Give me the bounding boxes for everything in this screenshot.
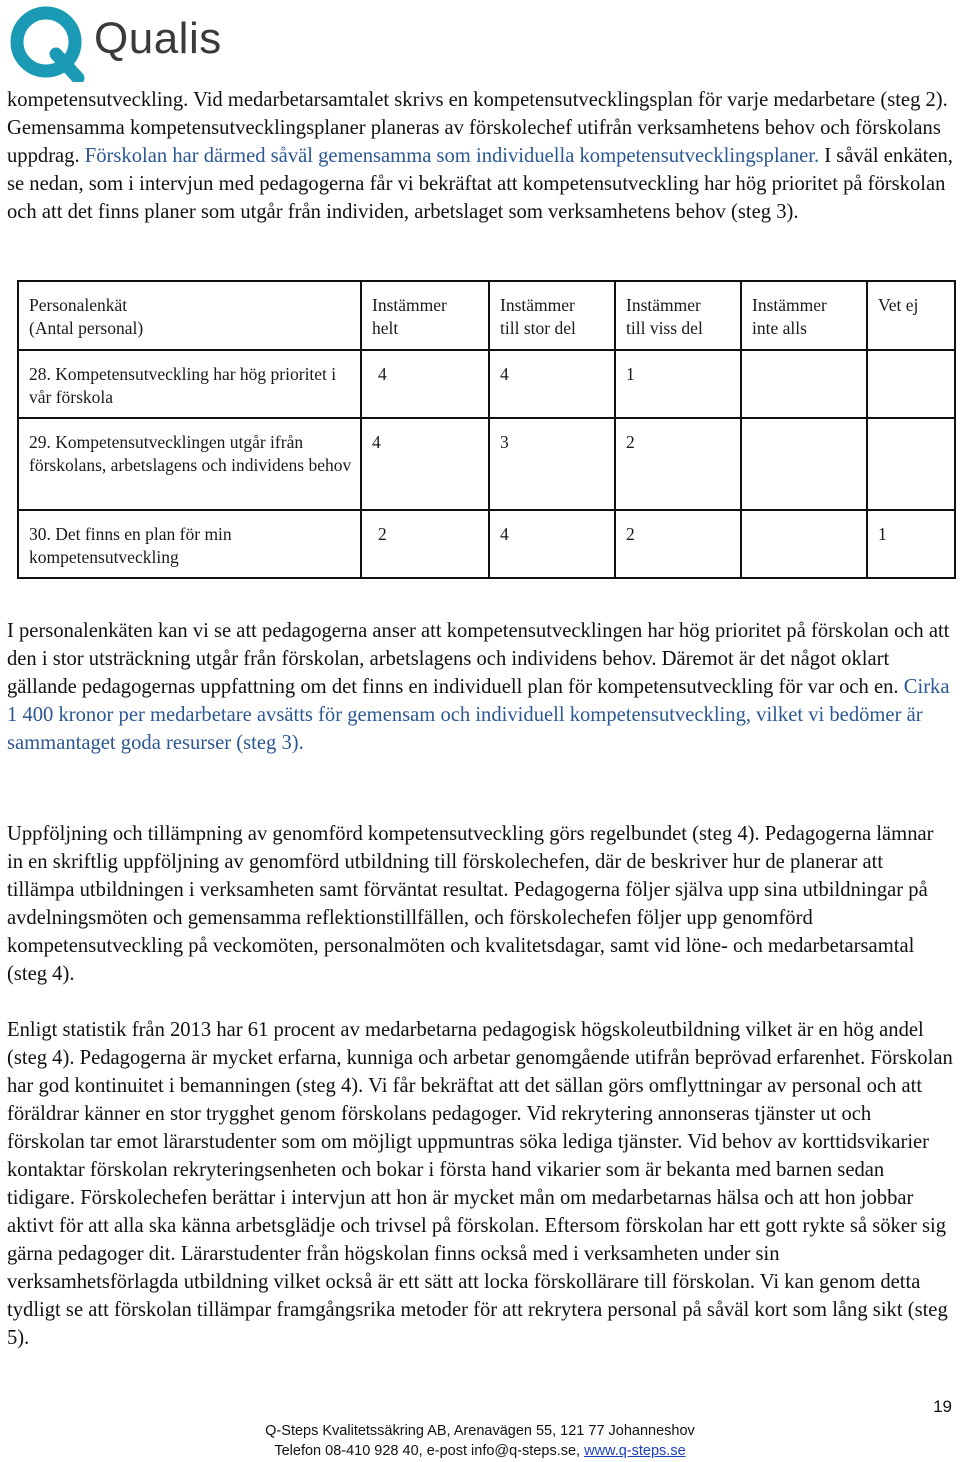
value-cell-viss-del: 1 (615, 350, 741, 418)
value-cell-inte-alls (741, 350, 867, 418)
header-label: Personalenkät (29, 295, 128, 315)
survey-table (17, 280, 956, 579)
qualis-logo (6, 4, 222, 82)
value-cell-stor-del: 4 (489, 350, 615, 418)
paragraph-intro-part1: kompetensutveckling. Vid medarbetarsamtalet skrivs en kompetensutvecklingsplan för varje medarbetare (steg 2). Gemensamma kompetensutvecklingsplaner planeras av förskolechef utifrån verksamhetens behov och förskolans uppdrag. (7, 89, 948, 167)
value-cell-stor-del: 4 (489, 510, 615, 578)
header-cell-stor-del (489, 281, 615, 350)
qualis-q-icon (6, 4, 88, 82)
value-cell-vet-ej (867, 418, 955, 510)
logo-wordmark: Qualis (94, 14, 222, 63)
value-cell-inte-alls (741, 510, 867, 578)
paragraph-survey-analysis-part1: I personalenkäten kan vi se att pedagogerna anser att kompetensutvecklingen har hög prioritet på förskolan och att den i stor utsträckning utgår från förskolan, arbetslagens och individens behov. Däremot är det något oklart gällande pedagogernas uppfattning om det finns en individuell plan för kompetensutveckling för var och en. (7, 620, 950, 698)
paragraph-intro-part2: Förskolan har därmed såväl gemensamma som individuella kompetensutvecklingsplaner. (84, 145, 820, 167)
header-sublabel: inte alls (752, 318, 807, 338)
question-cell: 28. Kompetensutveckling har hög prioritet i vår förskola (18, 350, 361, 418)
value-cell-vet-ej: 1 (867, 510, 955, 578)
footer-contact-text: Telefon 08-410 928 40, e-post info@q-steps.se, (274, 1443, 581, 1459)
header-label: Instämmer (626, 295, 701, 315)
header-sublabel: till viss del (626, 318, 703, 338)
value: 2 (378, 524, 387, 544)
header-label: Instämmer (500, 295, 575, 315)
value-cell-inte-alls (741, 418, 867, 510)
header-label: Instämmer (372, 295, 447, 315)
paragraph-intro (7, 86, 953, 226)
page-footer (0, 1421, 960, 1461)
footer-address: Q-Steps Kvalitetssäkring AB, Arenavägen 55, 121 77 Johanneshov (265, 1423, 695, 1439)
value-cell-helt (361, 350, 489, 418)
value: 4 (378, 364, 387, 384)
page-number: 19 (933, 1397, 952, 1416)
header-cell-survey (18, 281, 361, 350)
header-cell-inte-alls (741, 281, 867, 350)
question-cell: 29. Kompetensutvecklingen utgår ifrån förskolans, arbetslagens och individens behov (18, 418, 361, 510)
paragraph-survey-analysis (7, 617, 953, 757)
paragraph-statistics: Enligt statistik från 2013 har 61 procent av medarbetarna pedagogisk högskoleutbildning vilket är en hög andel (steg 4). Pedagogerna är mycket erfarna, kunniga och arbetar genomgående utifrån beprövad erfarenhet. Förskolan har god kontinuitet i bemanningen (steg 4). Vi får bekräftat att det sällan görs omflyttningar av personal och att föräldrar känner en stor trygghet genom förskolans pedagoger. Vid rekrytering annonseras tjänster ut och förskolan tar emot lärarstudenter som om möjligt uppmuntras söka lediga tjänster. Vid behov av korttidsvikarier kontaktar förskolan rekryteringsenheten och bokar i första hand vikarier som är bekanta med barnen sedan tidigare. Förskolechefen berättar i intervjun att hon är mycket mån om medarbetarnas hälsa och att hon jobbar aktivt för att alla ska känna arbetsglädje och trivsel på förskolan. Eftersom förskolan har ett gott rykte så söker sig gärna pedagoger dit. Lärarstudenter från högskolan finns också med i verksamheten under sin verksamhetsförlagda utbildning vilket också är ett sätt att locka förskollärare till förskolan. Vi kan genom detta tydligt se att förskolan tillämpar framgångsrika metoder för att rekrytera personal på såväl kort som lång sikt (steg 5). (7, 1019, 953, 1349)
value-cell-stor-del: 3 (489, 418, 615, 510)
header-label: Vet ej (878, 295, 919, 315)
table-row (18, 350, 955, 418)
table-header-row (18, 281, 955, 350)
header-sublabel: (Antal personal) (29, 318, 144, 338)
value-cell-viss-del: 2 (615, 418, 741, 510)
header-label: Instämmer (752, 295, 827, 315)
question-cell: 30. Det finns en plan för min kompetensutveckling (18, 510, 361, 578)
footer-website-link[interactable]: www.q-steps.se (584, 1443, 686, 1459)
header-cell-vet-ej (867, 281, 955, 350)
value-cell-vet-ej (867, 350, 955, 418)
value-cell-helt: 4 (361, 418, 489, 510)
paragraph-survey-analysis-part2: Cirka 1 400 kronor per medarbetare avsätts för gemensam och individuell kompetensutveckling, vilket vi bedömer är sammantaget goda resurser (steg 3). (7, 676, 950, 754)
footer-contact (0, 1441, 960, 1461)
header-cell-helt (361, 281, 489, 350)
value-cell-viss-del: 2 (615, 510, 741, 578)
table-row (18, 510, 955, 578)
header-sublabel: helt (372, 318, 399, 338)
header-cell-viss-del (615, 281, 741, 350)
paragraph-intro-part3: I såväl enkäten, se nedan, som i intervjun med pedagogerna får vi bekräftat att kompetensutveckling har hög prioritet på förskolan och att det finns planer som utgår från individen, arbetslaget som verksamhetens behov (steg 3). (7, 145, 953, 223)
paragraph-follow-up: Uppföljning och tillämpning av genomförd kompetensutveckling görs regelbundet (steg 4). Pedagogerna lämnar in en skriftlig uppföljning av genomförd utbildning till förskolechefen, där de beskriver hur de planerar att tillämpa utbildningen i verksamheten samt förväntat resultat. Pedagogerna följer själva upp sina utbildningar på avdelningsmöten och gemensamma reflektionstillfällen, och förskolechefen följer upp genomförd kompetensutveckling på veckomöten, personalmöten och kvalitetsdagar, samt vid löne- och medarbetarsamtal (steg 4). (7, 823, 934, 985)
header-sublabel: till stor del (500, 318, 576, 338)
table-row (18, 418, 955, 510)
value-cell-helt (361, 510, 489, 578)
